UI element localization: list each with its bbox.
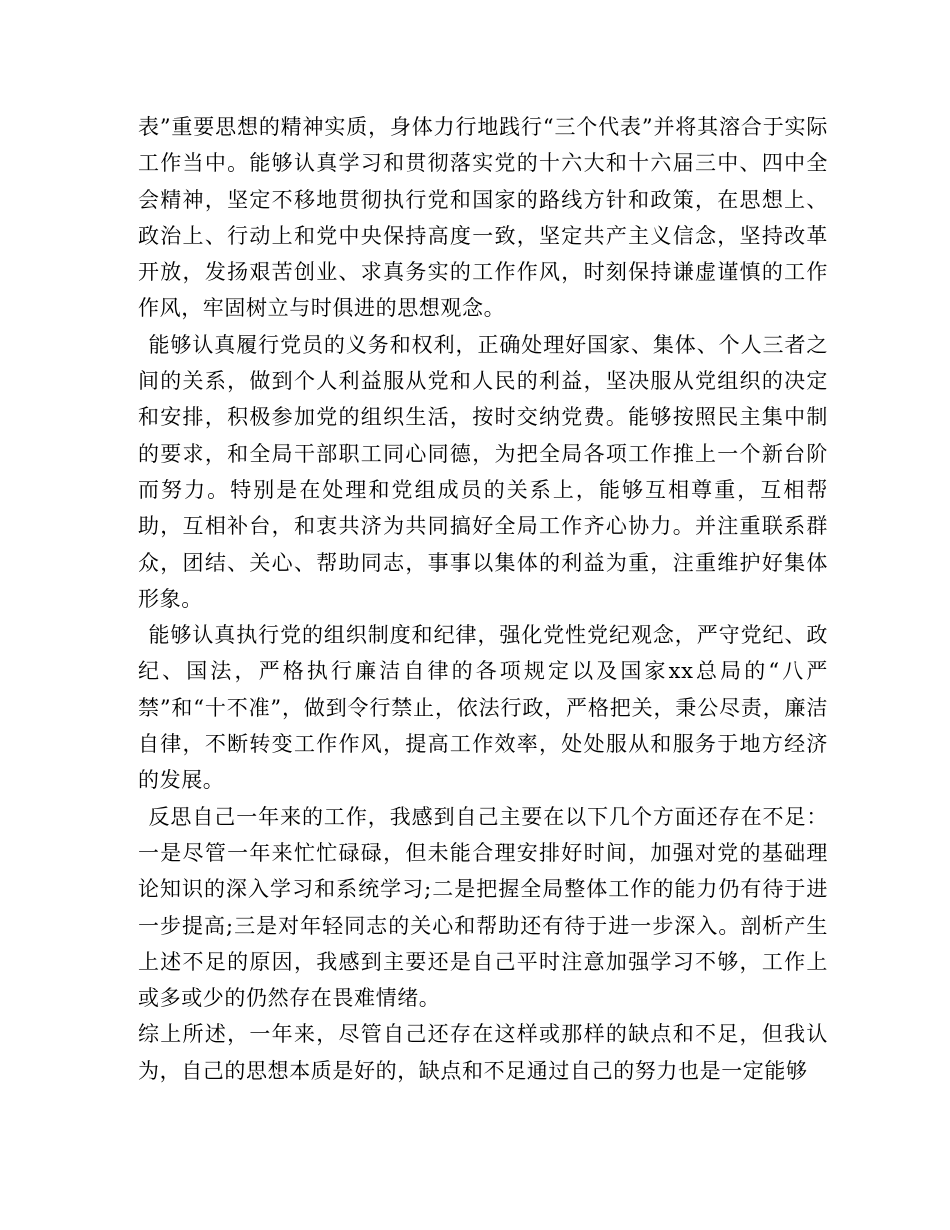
paragraph-3: 能够认真执行党的组织制度和纪律，强化党性党纪观念，严守党纪、政纪、国法，严格执行廉洁自律的各项规定以及国家xx总局的“八严禁”和“十不准”，做到令行禁止，依法行政，严格把关，秉公尽责，廉洁自律，不断转变工作作风，提高工作效率，处处服从和服务于地方经济的发展。 [138,623,828,793]
paragraph-1: 表”重要思想的精神实质，身体力行地践行“三个代表”并将其溶合于实际工作当中。能够认真学习和贯彻落实党的十六大和十六届三中、四中全会精神，坚定不移地贯彻执行党和国家的路线方针和政策，在思想上、政治上、行动上和党中央保持高度一致，坚定共产主义信念，坚持改革开放，发扬艰苦创业、求真务实的工作作风，时刻保持谦虚谨慎的工作作风，牢固树立与时俱进的思想观念。 [138,115,828,321]
document-body [138,109,828,1089]
paragraph-2: 能够认真履行党员的义务和权利，正确处理好国家、集体、个人三者之间的关系，做到个人利益服从党和人民的利益，坚决服从党组织的决定和安排，积极参加党的组织生活，按时交纳党费。能够按照民主集中制的要求，和全局干部职工同心同德，为把全局各项工作推上一个新台阶而努力。特别是在处理和党组成员的关系上，能够互相尊重，互相帮助，互相补台，和衷共济为共同搞好全局工作齐心协力。并注重联系群众，团结、关心、帮助同志，事事以集体的利益为重，注重维护好集体形象。 [138,332,828,611]
paragraph-4: 反思自己一年来的工作，我感到自己主要在以下几个方面还存在不足：一是尽管一年来忙忙碌碌，但未能合理安排好时间，加强对党的基础理论知识的深入学习和系统学习;二是把握全局整体工作的能力仍有待于进一步提高;三是对年轻同志的关心和帮助还有待于进一步深入。剖析产生上述不足的原因，我感到主要还是自己平时注意加强学习不够，工作上或多或少的仍然存在畏难情绪。 [138,804,828,1011]
paragraph-5: 综上所述，一年来，尽管自己还存在这样或那样的缺点和不足，但我认为，自己的思想本质是好的，缺点和不足通过自己的努力也是一定能够 [138,1022,828,1083]
